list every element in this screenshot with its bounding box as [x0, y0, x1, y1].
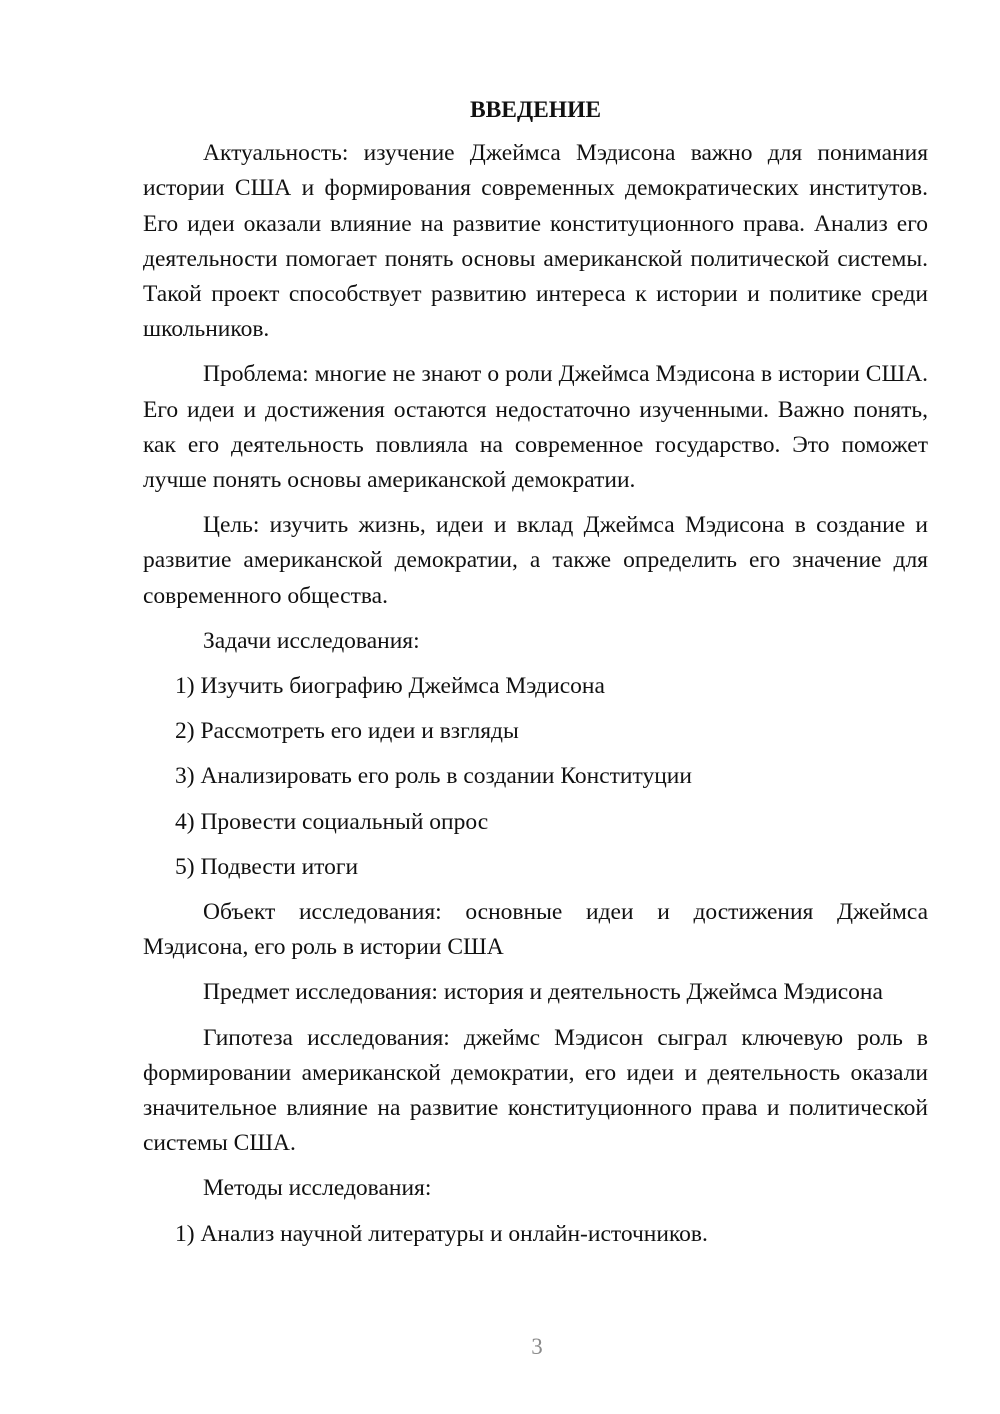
list-item: 5) Подвести итоги — [175, 853, 359, 880]
subject-paragraph: Предмет исследования: история и деятельность Джеймса Мэдисона — [203, 979, 883, 1006]
page-number: 3 — [531, 1334, 543, 1359]
object-paragraph: Объект исследования: основные идеи и достижения Джеймса Мэдисона, его роль в истории США — [143, 899, 928, 961]
goal-paragraph: Цель: изучить жизнь, идеи и вклад Джеймса Мэдисона в создание и развитие американской демократии, а также определить его значение для современного общества. — [143, 512, 928, 609]
methods-list — [143, 1217, 928, 1252]
methods-title: Методы исследования: — [203, 1175, 432, 1202]
list-item: 1) Изучить биографию Джеймса Мэдисона — [175, 673, 605, 700]
tasks-title: Задачи исследования: — [203, 627, 420, 654]
page-content — [143, 93, 928, 1262]
relevance-paragraph: Актуальность: изучение Джеймса Мэдисона важно для понимания истории США и формирования современных демократических институтов. Его идеи оказали влияние на развитие конституционного права. Анализ его деятельности помогает понять основы американской политической системы. Такой проект способствует развитию интереса к истории и политике среди школьников. — [143, 140, 928, 343]
problem-paragraph: Проблема: многие не знают о роли Джеймса Мэдисона в истории США. Его идеи и достижения остаются недостаточно изученными. Важно понять, как его деятельность повлияла на современное государство. Это поможет лучше понять основы американской демократии. — [143, 361, 928, 494]
section-heading: ВВЕДЕНИЕ — [469, 97, 602, 123]
hypothesis-paragraph: Гипотеза исследования: джеймс Мэдисон сыграл ключевую роль в формировании американской демократии, его идеи и деятельность оказали значительное влияние на развитие конституционного права и политической системы США. — [143, 1024, 928, 1157]
tasks-list — [143, 669, 928, 885]
list-item: 1) Анализ научной литературы и онлайн-источников. — [175, 1220, 708, 1247]
list-item: 3) Анализировать его роль в создании Конституции — [175, 763, 692, 790]
list-item: 4) Провести социальный опрос — [175, 808, 489, 835]
list-item: 2) Рассмотреть его идеи и взгляды — [175, 718, 519, 745]
